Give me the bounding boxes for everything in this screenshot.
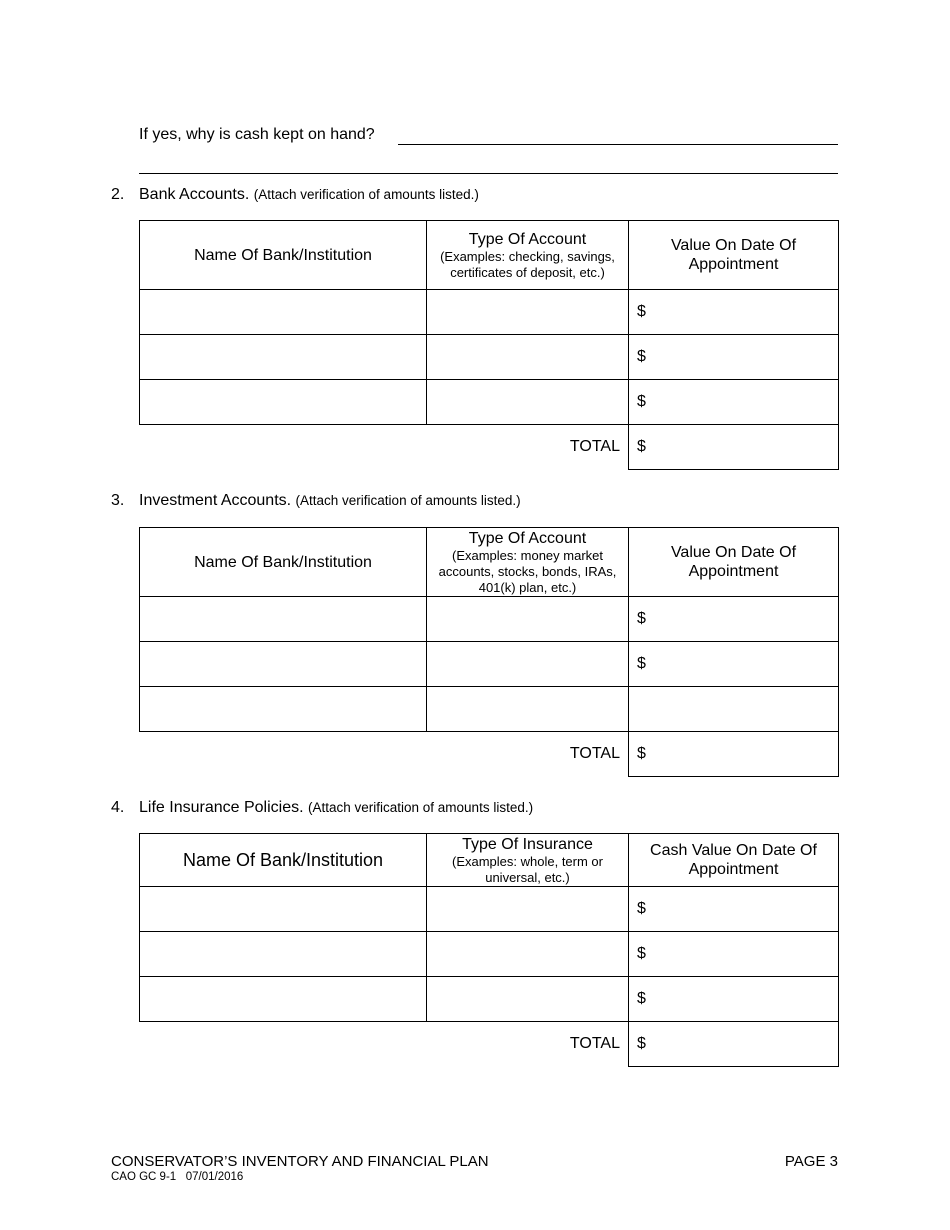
table-header-row <box>140 834 839 887</box>
section-title: Bank Accounts. <box>139 186 250 203</box>
total-row <box>140 732 839 777</box>
bank-name-cell[interactable] <box>140 335 427 380</box>
value-cell[interactable]: $ <box>629 290 839 335</box>
col-header-type-label: Type Of Account <box>468 529 587 547</box>
total-value-cell[interactable]: $ <box>629 425 839 470</box>
institution-name-cell[interactable] <box>140 687 427 732</box>
value-cell[interactable]: $ <box>629 597 839 642</box>
col-header-value: Cash Value On Date Of Appointment <box>629 834 839 887</box>
section-note: (Attach verification of amounts listed.) <box>253 187 479 202</box>
account-type-cell[interactable] <box>427 642 629 687</box>
insurer-name-cell[interactable] <box>140 887 427 932</box>
table-header-row <box>140 528 839 597</box>
col-header-value: Value On Date Of Appointment <box>629 528 839 597</box>
bank-accounts-table <box>139 220 839 470</box>
account-type-cell[interactable] <box>427 335 629 380</box>
total-label: TOTAL <box>569 1035 620 1053</box>
table-row <box>140 290 839 335</box>
section-number: 3. <box>111 492 125 509</box>
section-note: (Attach verification of amounts listed.) <box>295 493 521 508</box>
section-title-life-insurance <box>139 799 533 817</box>
cash-value-cell[interactable]: $ <box>629 932 839 977</box>
footer-page-number: PAGE 3 <box>784 1153 838 1170</box>
col-header-type <box>427 834 629 887</box>
account-type-cell[interactable] <box>427 597 629 642</box>
table-row <box>140 932 839 977</box>
col-header-value: Value On Date Of Appointment <box>629 221 839 290</box>
cash-value-cell[interactable]: $ <box>629 887 839 932</box>
table-row <box>140 887 839 932</box>
total-spacer <box>140 1022 427 1067</box>
section-title: Life Insurance Policies. <box>139 799 304 816</box>
section-title-investment-accounts <box>139 492 521 510</box>
col-header-type-examples: (Examples: checking, savings, certificates of deposit, etc.) <box>440 248 615 280</box>
table-header-row <box>140 221 839 290</box>
table-row <box>140 687 839 732</box>
value-cell[interactable]: $ <box>629 642 839 687</box>
col-header-type-examples: (Examples: money market accounts, stocks, bonds, IRAs, 401(k) plan, etc.) <box>438 547 617 595</box>
table-row <box>140 380 839 425</box>
total-row <box>140 1022 839 1067</box>
value-cell[interactable]: $ <box>629 380 839 425</box>
cash-reason-continuation-line[interactable] <box>139 173 838 174</box>
col-header-name: Name Of Bank/Institution <box>140 221 427 290</box>
bank-name-cell[interactable] <box>140 290 427 335</box>
total-spacer <box>140 732 427 777</box>
account-type-cell[interactable] <box>427 290 629 335</box>
total-row <box>140 425 839 470</box>
account-type-cell[interactable] <box>427 687 629 732</box>
section-title-bank-accounts <box>139 186 479 204</box>
section-number: 4. <box>111 799 125 816</box>
section-title: Investment Accounts. <box>139 492 292 509</box>
insurer-name-cell[interactable] <box>140 977 427 1022</box>
total-value-cell[interactable]: $ <box>629 1022 839 1067</box>
table-row <box>140 977 839 1022</box>
section-note: (Attach verification of amounts listed.) <box>307 800 534 815</box>
insurance-type-cell[interactable] <box>427 887 629 932</box>
value-cell[interactable] <box>629 687 839 732</box>
cash-value-cell[interactable]: $ <box>629 977 839 1022</box>
footer-title: CONSERVATOR’S INVENTORY AND FINANCIAL PLAN <box>111 1153 489 1170</box>
col-header-type-examples: (Examples: whole, term or universal, etc.) <box>452 853 603 885</box>
col-header-type-label: Type Of Account <box>468 230 587 248</box>
total-spacer <box>140 425 427 470</box>
life-insurance-table <box>139 833 839 1067</box>
investment-accounts-table <box>139 527 839 777</box>
bank-name-cell[interactable] <box>140 380 427 425</box>
total-value-cell[interactable]: $ <box>629 732 839 777</box>
total-label: TOTAL <box>569 745 620 763</box>
col-header-name: Name Of Bank/Institution <box>140 834 427 887</box>
table-row <box>140 642 839 687</box>
cash-reason-input-line[interactable] <box>398 144 838 145</box>
col-header-type <box>427 528 629 597</box>
col-header-name: Name Of Bank/Institution <box>140 528 427 597</box>
table-row <box>140 335 839 380</box>
total-label: TOTAL <box>569 438 620 456</box>
col-header-type <box>427 221 629 290</box>
value-cell[interactable]: $ <box>629 335 839 380</box>
table-row <box>140 597 839 642</box>
footer-form-id: CAO GC 9-1 07/01/2016 <box>111 1171 244 1183</box>
institution-name-cell[interactable] <box>140 642 427 687</box>
account-type-cell[interactable] <box>427 380 629 425</box>
insurer-name-cell[interactable] <box>140 932 427 977</box>
section-number: 2. <box>111 186 125 203</box>
col-header-type-label: Type Of Insurance <box>462 835 593 853</box>
insurance-type-cell[interactable] <box>427 932 629 977</box>
institution-name-cell[interactable] <box>140 597 427 642</box>
insurance-type-cell[interactable] <box>427 977 629 1022</box>
cash-on-hand-question: If yes, why is cash kept on hand? <box>139 126 375 143</box>
